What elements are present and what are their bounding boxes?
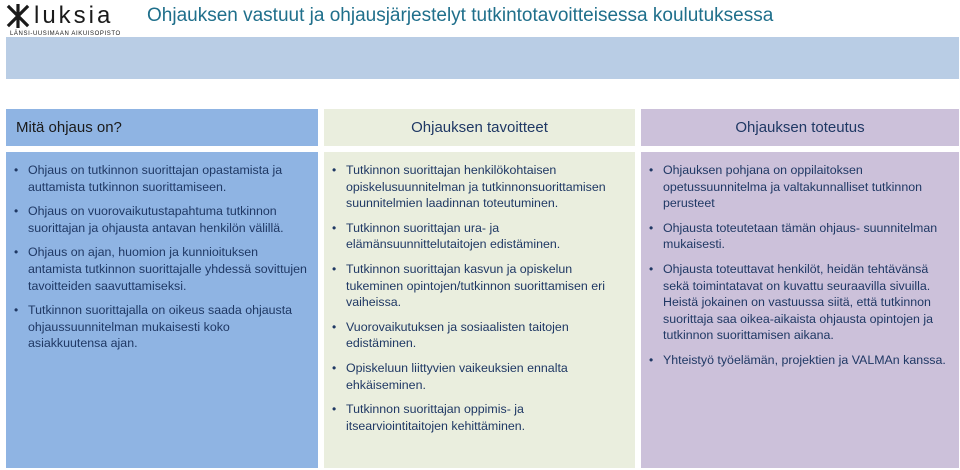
bullet-icon: • [649,163,654,177]
list-item: • Ohjaus on vuorovaikutustapahtuma tutkinnon suorittajan ja ohjausta antavan henkilön välillä. [14,204,284,235]
column-heading-what: Mitä ohjaus on? [6,109,318,146]
column-body-implementation [641,152,959,468]
bullet-icon: • [649,220,654,235]
column-heading-goals: Ohjauksen tavoitteet [324,109,635,146]
bullet-icon: • [649,352,654,367]
luksia-logo [6,2,124,42]
bullet-icon: • [14,303,19,318]
header-band [6,37,959,79]
list-item: • Ohjaus on ajan, huomion ja kunnioituksen antamista tutkinnon suorittajalle yhdessä sovittujen tavoitteiden saavuttamiseksi. [14,245,307,293]
logo-brand: luksia [34,2,114,29]
list-item: • Tutkinnon suorittajalla on oikeus saada ohjausta ohjaussuunnitelman mukaisesti koko asiakkuutensa ajan. [14,303,293,351]
column-heading-implementation: Ohjauksen toteutus [641,109,959,146]
bullet-icon: • [649,261,654,276]
list-item: • Ohjaus on tutkinnon suorittajan opastamista ja auttamista tutkinnon suorittamiseen. [14,163,283,194]
list-item: • Ohjausta toteuttavat henkilöt, heidän tehtävänsä sekä toimintatavat on kuvattu seuraavilla sivuilla. Heistä jokainen on vastuussa siitä, että tutkinnon suorittaja saa oikea-aikaista ohjausta opintojen ja tutkinnon suorittamisen aikana. [649,261,934,343]
list-item: • Ohjauksen pohjana on oppilaitoksen opetussuunnitelma ja valtakunnalliset tutkinnon perusteet [649,163,922,211]
bullet-icon: • [332,319,337,334]
list-item: • Tutkinnon suorittajan ura- ja elämänsuunnittelutaitojen edistäminen. [332,220,561,252]
list-item: • Yhteistyö työelämän, projektien ja VALMAn kanssa. [649,352,946,367]
list-item: • Tutkinnon suorittajan henkilökohtaisen opiskelusuunnitelman ja tutkinnonsuorittamisen suunnitelmien laadinnan toteutuminen. [332,163,606,211]
column-body-goals [324,152,635,468]
page-title: Ohjauksen vastuut ja ohjausjärjestelyt tutkintotavoitteisessa koulutuksessa [147,5,774,26]
bullet-icon: • [14,163,19,177]
bullet-icon: • [14,204,19,219]
list-item: • Ohjausta toteutetaan tämän ohjaus- suunnitelman mukaisesti. [649,220,938,252]
list-item: • Opiskeluun liittyvien vaikeuksien ennalta ehkäiseminen. [332,360,568,392]
bullet-icon: • [332,360,337,375]
bullet-icon: • [332,402,337,417]
bullet-icon: • [332,163,337,177]
bullet-icon: • [14,245,19,260]
logo-tagline: LÄNSI-UUSIMAAN AIKUISOPISTO [10,31,121,37]
column-body-what [6,152,318,468]
list-item: • Tutkinnon suorittajan kasvun ja opiskelun tukeminen opintojen/tutkinnon suorittamisen eri vaiheissa. [332,261,605,310]
bullet-icon: • [332,261,337,276]
list-item: • Vuorovaikutuksen ja sosiaalisten taitojen edistäminen. [332,319,569,351]
list-item: • Tutkinnon suorittajan oppimis- ja itsearviointitaitojen kehittäminen. [332,402,526,433]
bullet-icon: • [332,220,337,235]
snowflake-icon [6,4,30,28]
